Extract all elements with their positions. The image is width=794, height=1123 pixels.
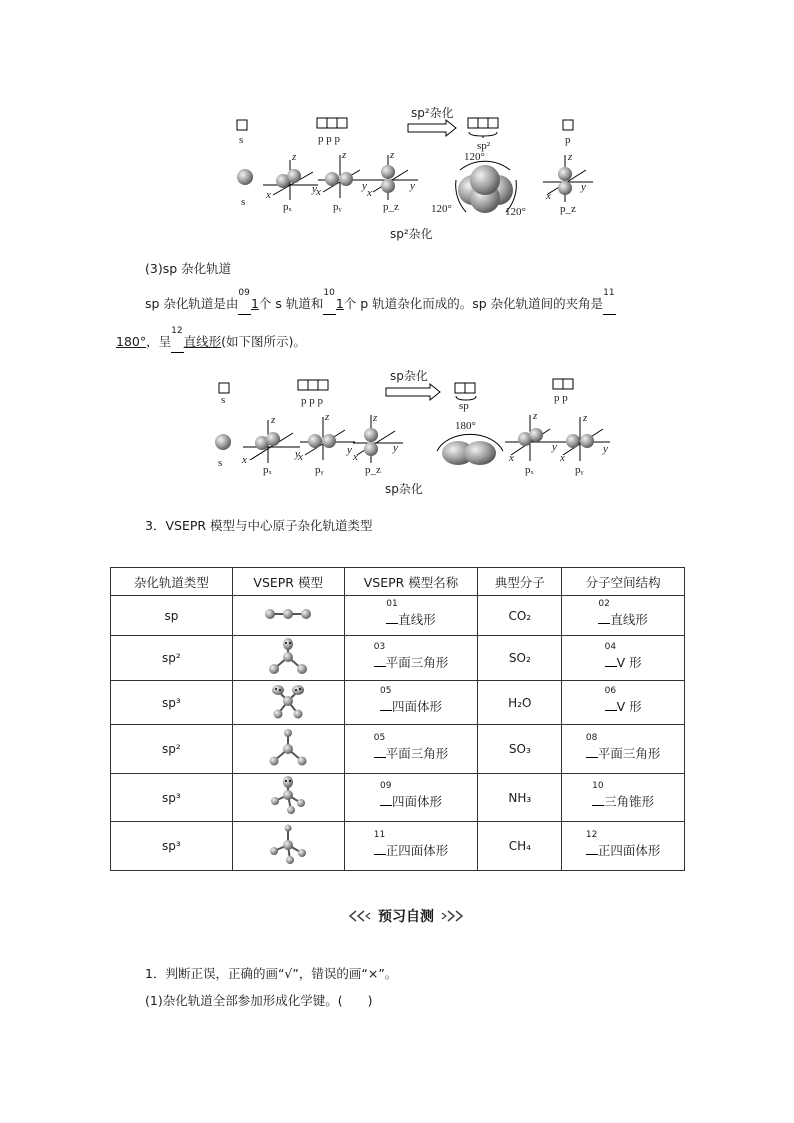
svg-text:x: x (266, 189, 271, 201)
svg-text:z: z (271, 414, 276, 426)
svg-text:sp: sp (459, 400, 469, 412)
sp-caption: sp杂化 (385, 482, 423, 496)
svg-text:y: y (295, 448, 300, 460)
svg-text:pᵧ: pᵧ (315, 464, 324, 476)
preview-title: 预习自测 (378, 909, 434, 925)
px-orbital (263, 151, 318, 213)
svg-text:p p: p p (554, 392, 568, 404)
svg-text:p_z: p_z (383, 201, 399, 213)
svg-text:x: x (316, 186, 321, 198)
svg-text:x: x (298, 451, 303, 463)
sp-arrow-icon (386, 384, 440, 400)
table-row: sp 01 直线形 CO₂ 02 直线形 (111, 596, 685, 636)
svg-text:z: z (533, 410, 538, 422)
table-row: sp² 03 平面三角形 SO₂ 04 V 形 (111, 636, 685, 681)
s-label: s (239, 134, 244, 146)
svg-text:y: y (362, 180, 367, 192)
sp2-label: sp² (477, 140, 491, 152)
model-linear-icon (232, 596, 344, 636)
svg-text:x: x (367, 187, 372, 199)
svg-text:pₓ: pₓ (283, 201, 292, 213)
vsepr-table (110, 567, 685, 871)
svg-text:p_z: p_z (365, 464, 381, 476)
right-chevrons-icon (440, 910, 464, 922)
sp2-hybridization-figure (228, 100, 598, 245)
svg-text:z: z (373, 412, 378, 424)
model-pyramidal-lonepair-icon (232, 774, 344, 822)
svg-text:y: y (393, 442, 398, 454)
model-trigonal-planar-icon (232, 725, 344, 774)
svg-text:z: z (568, 151, 573, 163)
header-vsepr-model: VSEPR 模型 (232, 568, 344, 596)
svg-text:x: x (353, 451, 358, 463)
pz-orbital (366, 149, 418, 213)
svg-text:y: y (552, 441, 557, 453)
question-1-item-1: (1)杂化轨道全部参加形成化学键。( ) (145, 993, 373, 1008)
table-row: sp³ 05 四面体形 H₂O 06 V 形 (111, 681, 685, 725)
header-molecule: 典型分子 (478, 568, 562, 596)
svg-text:y: y (347, 444, 352, 456)
header-hybrid-type: 杂化轨道类型 (111, 568, 233, 596)
svg-text:y: y (603, 443, 608, 455)
table-row: sp³ 09 四面体形 NH₃ 10 三角锥形 (111, 774, 685, 822)
arrow-label: sp²杂化 (411, 106, 454, 120)
sp2-caption: sp²杂化 (390, 227, 433, 241)
svg-text:s: s (221, 394, 226, 406)
svg-text:y: y (312, 183, 317, 195)
svg-text:x: x (560, 452, 565, 464)
vsepr-section-heading: 3．VSEPR 模型与中心原子杂化轨道类型 (145, 518, 373, 533)
question-1: 1．判断正误，正确的画“√”，错误的画“×”。 (145, 966, 398, 981)
ppp-label: p p p (318, 133, 340, 145)
preview-title-banner (348, 906, 464, 926)
svg-text:z: z (342, 149, 347, 161)
svg-text:s: s (241, 196, 246, 208)
p-right-label: p (565, 134, 571, 146)
section-sp-heading: (3)sp 杂化轨道 (145, 261, 232, 276)
svg-text:z: z (292, 151, 297, 163)
sp-hybridization-figure (205, 365, 615, 500)
header-shape: 分子空间结构 (562, 568, 685, 596)
svg-text:120°: 120° (505, 206, 526, 218)
svg-text:s: s (218, 457, 223, 469)
svg-text:y: y (581, 181, 586, 193)
sp-paragraph-line2: 180°，呈 12 直线形(如下图所示)。 (116, 324, 306, 353)
table-header-row (111, 568, 685, 596)
svg-text:z: z (583, 412, 588, 424)
svg-text:y: y (410, 180, 415, 192)
sp-paragraph-line1: sp 杂化轨道是由 09 1个 s 轨道和 10 1个 p 轨道杂化而成的。sp 杂化轨道间的夹角是 11 (145, 286, 616, 315)
header-vsepr-name: VSEPR 模型名称 (344, 568, 478, 596)
svg-text:x: x (242, 454, 247, 466)
sp-linear-orbitals (437, 420, 503, 465)
svg-text:pₓ: pₓ (263, 464, 272, 476)
svg-text:p_z: p_z (560, 203, 576, 215)
pz-right-orbital (543, 151, 593, 215)
table-row: sp² 05 平面三角形 SO₃ 08 平面三角形 (111, 725, 685, 774)
svg-text:pᵧ: pᵧ (333, 201, 342, 213)
svg-text:z: z (390, 149, 395, 161)
svg-text:x: x (509, 452, 514, 464)
svg-text:x: x (546, 190, 551, 202)
svg-text:180°: 180° (455, 420, 476, 432)
left-chevrons-icon (348, 910, 372, 922)
hybridization-arrow-icon (408, 120, 456, 136)
svg-text:pₓ: pₓ (525, 464, 534, 476)
svg-text:sp杂化: sp杂化 (390, 369, 428, 383)
model-tetrahedral-icon (232, 822, 344, 871)
svg-text:z: z (325, 411, 330, 423)
svg-text:120°: 120° (464, 151, 485, 163)
model-trigonal-lonepair-icon (232, 636, 344, 681)
sp2-trigonal-orbitals (431, 151, 526, 218)
table-row: sp³ 11 正四面体形 CH₄ 12 正四面体形 (111, 822, 685, 871)
svg-text:p p p: p p p (301, 395, 323, 407)
model-tetrahedral-2lonepair-icon (232, 681, 344, 725)
svg-text:120°: 120° (431, 203, 452, 215)
svg-text:pᵧ: pᵧ (575, 464, 584, 476)
py-orbital (315, 149, 368, 213)
s-sphere (237, 169, 253, 185)
s-orbital-box (237, 120, 247, 130)
